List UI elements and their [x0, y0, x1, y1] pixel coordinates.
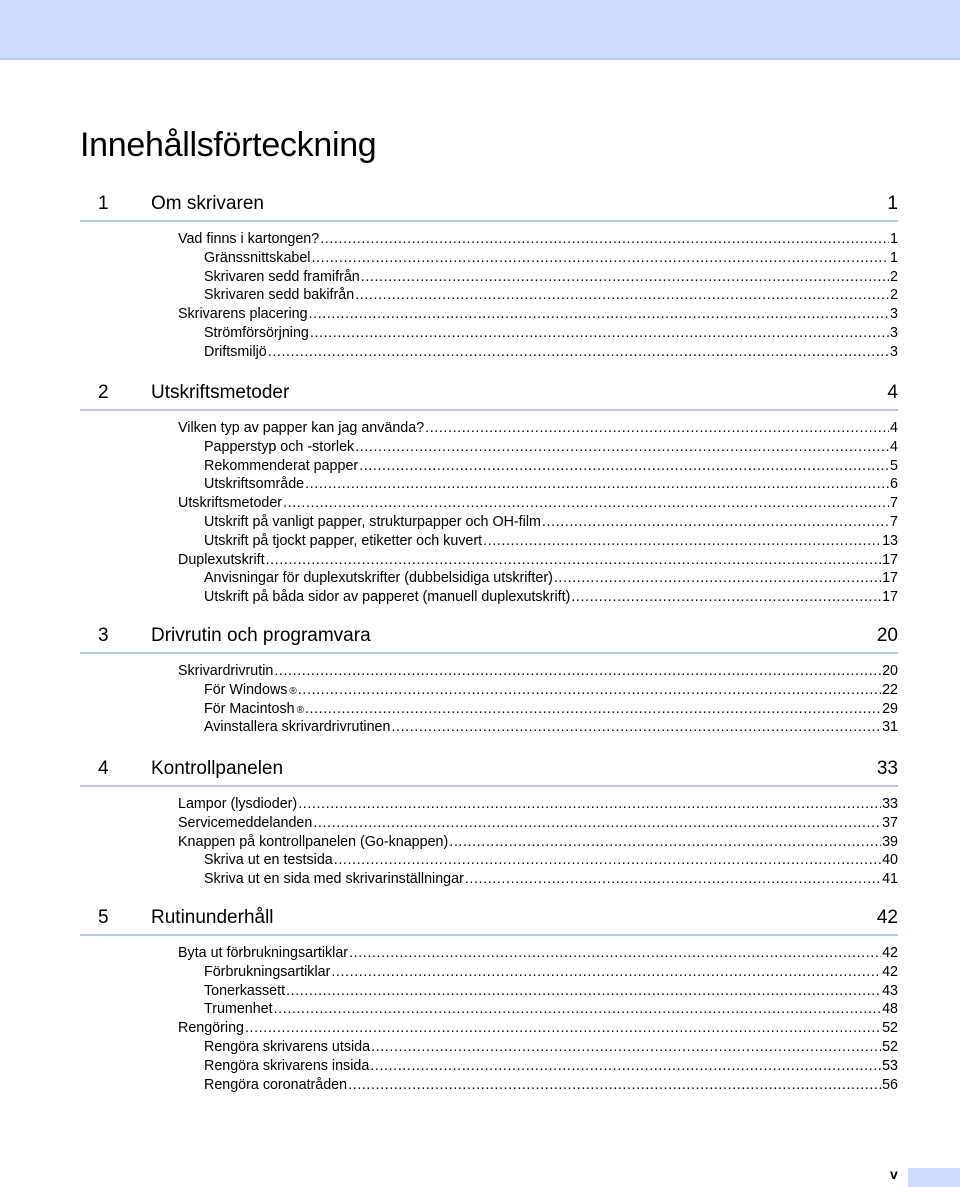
chapter-number: 4: [98, 758, 109, 779]
chapter-number: 2: [98, 382, 109, 403]
entry-label: Trumenhet: [204, 1001, 273, 1018]
dot-leader: [370, 1057, 881, 1076]
toc-subsection[interactable]: [204, 1000, 898, 1019]
entry-label: Utskrift på båda sidor av papperet (manuell duplexutskrift): [204, 589, 571, 606]
entry-page: 33: [882, 796, 898, 812]
entry-label: Utskrift på vanligt papper, strukturpapper och OH-film: [204, 514, 541, 530]
entry-label: Skrivaren sedd framifrån: [204, 268, 360, 285]
entry-page: 3: [890, 343, 898, 360]
dot-leader: [274, 662, 881, 681]
toc-section[interactable]: [178, 662, 898, 681]
toc-subsection[interactable]: [204, 1057, 898, 1076]
entry-page: 41: [882, 871, 898, 888]
toc-subsection[interactable]: [204, 268, 898, 287]
entry-label: Anvisningar för duplexutskrifter (dubbelsidiga utskrifter): [204, 570, 553, 587]
dot-leader: [355, 438, 889, 457]
dot-leader: [391, 718, 881, 737]
chapter-page: 20: [876, 625, 898, 646]
entry-page: 2: [890, 268, 898, 285]
dot-leader: [349, 944, 881, 963]
dot-leader: [449, 833, 881, 852]
entry-page: 20: [882, 663, 898, 679]
chapter-page: 33: [876, 758, 898, 779]
entry-page: 2: [890, 287, 898, 304]
entry-label: Utskriftsmetoder: [178, 495, 283, 512]
entry-label: Skrivarens placering: [178, 306, 308, 323]
entry-page: 43: [882, 982, 898, 999]
chapter-title: Om skrivaren: [151, 193, 264, 214]
chapter-page: 4: [887, 382, 898, 403]
entry-label: Utskriftsområde: [204, 476, 305, 493]
entry-page: 29: [882, 700, 898, 717]
entry-label: Lampor (lysdioder): [178, 796, 298, 812]
entry-label: Skriva ut en testsida: [204, 852, 333, 869]
entry-page: 17: [882, 589, 898, 606]
entry-label: Vad finns i kartongen?: [178, 231, 320, 247]
registered-mark: ®: [296, 704, 304, 716]
toc-section[interactable]: [178, 1019, 898, 1038]
toc-subsection[interactable]: [204, 700, 898, 719]
entry-page: 3: [890, 325, 898, 341]
chapter-number: 5: [98, 907, 109, 928]
toc-subsection[interactable]: [204, 718, 898, 737]
toc-subsection[interactable]: [204, 588, 898, 607]
dot-leader: [309, 305, 890, 324]
toc-section[interactable]: [178, 795, 898, 814]
entry-label: Driftsmiljö: [204, 343, 267, 360]
toc-section[interactable]: [178, 419, 898, 438]
chapter-title: Drivrutin och programvara: [151, 625, 371, 646]
chapter-page: 1: [887, 193, 898, 214]
chapter-title: Rutinunderhåll: [151, 907, 274, 928]
toc-subsection[interactable]: [204, 343, 898, 362]
dot-leader: [554, 569, 881, 588]
dot-leader: [283, 494, 889, 513]
entry-page: 17: [882, 551, 898, 568]
entry-label: Skrivaren sedd bakifrån: [204, 287, 355, 304]
entry-label: Rengöring: [178, 1020, 244, 1037]
toc-section[interactable]: [178, 230, 898, 249]
dot-leader: [483, 532, 881, 551]
toc-section[interactable]: [178, 494, 898, 513]
entry-page: 6: [890, 476, 898, 493]
toc-subsection[interactable]: [204, 569, 898, 588]
toc-subsection[interactable]: [204, 963, 898, 982]
dot-leader: [320, 230, 889, 249]
entry-label: Utskrift på tjockt papper, etiketter och kuvert: [204, 532, 483, 549]
entry-label: Rengöra skrivarens insida: [204, 1057, 370, 1074]
dot-leader: [311, 249, 889, 268]
entry-label: Knappen på kontrollpanelen (Go-knappen): [178, 833, 449, 850]
entry-page: 1: [890, 231, 898, 247]
entry-label: Vilken typ av papper kan jag använda?: [178, 420, 425, 436]
entry-label: Förbrukningsartiklar: [204, 963, 331, 980]
entry-page: 53: [882, 1057, 898, 1074]
toc-subsection[interactable]: [204, 324, 898, 343]
toc-subsection[interactable]: [204, 249, 898, 268]
dot-leader: [245, 1019, 881, 1038]
entry-page: 17: [882, 570, 898, 587]
entry-label: För Windows: [204, 681, 288, 698]
dot-leader: [334, 851, 881, 870]
entry-label: Skrivardrivrutin: [178, 663, 274, 679]
dot-leader: [298, 795, 881, 814]
dot-leader: [274, 1000, 881, 1019]
toc-section[interactable]: [178, 551, 898, 570]
toc-subsection[interactable]: [204, 851, 898, 870]
entry-label: Rekommenderat papper: [204, 457, 359, 474]
entry-label: Papperstyp och -storlek: [204, 438, 355, 455]
entry-page: 3: [890, 306, 898, 323]
entry-page: 52: [882, 1020, 898, 1037]
entry-page: 1: [890, 249, 898, 266]
toc-subsection[interactable]: [204, 438, 898, 457]
toc-subsection[interactable]: [204, 457, 898, 476]
entry-label: Rengöra coronatråden: [204, 1076, 348, 1093]
toc-chapter[interactable]: [80, 379, 898, 411]
toc-section[interactable]: [178, 944, 898, 963]
toc-chapter[interactable]: [80, 904, 898, 936]
footer-band: [908, 1168, 960, 1187]
toc-subsection[interactable]: [204, 286, 898, 305]
entry-page: 7: [890, 514, 898, 530]
dot-leader: [298, 681, 881, 700]
entry-page: 42: [882, 945, 898, 961]
chapter-number: 3: [98, 625, 109, 646]
toc-subsection[interactable]: [204, 513, 898, 532]
dot-leader: [331, 963, 881, 982]
entry-page: 4: [890, 420, 898, 436]
toc-section[interactable]: [178, 305, 898, 324]
dot-leader: [371, 1038, 881, 1057]
entry-label: Avinstallera skrivardrivrutinen: [204, 719, 391, 736]
entry-page: 31: [882, 719, 898, 736]
dot-leader: [465, 870, 881, 889]
toc-chapter[interactable]: [80, 190, 898, 222]
dot-leader: [310, 324, 889, 343]
toc-section[interactable]: [178, 814, 898, 833]
entry-label: Servicemeddelanden: [178, 814, 313, 831]
entry-page: 5: [890, 457, 898, 474]
entry-page: 7: [890, 495, 898, 512]
entry-page: 37: [882, 814, 898, 831]
entry-label: Rengöra skrivarens utsida: [204, 1039, 371, 1055]
dot-leader: [542, 513, 889, 532]
entry-label: Gränssnittskabel: [204, 249, 311, 266]
dot-leader: [286, 982, 881, 1001]
dot-leader: [305, 475, 889, 494]
dot-leader: [361, 268, 889, 287]
page-title: Innehållsförteckning: [80, 126, 377, 164]
chapter-title: Kontrollpanelen: [151, 758, 284, 779]
toc-subsection[interactable]: [204, 982, 898, 1001]
toc-subsection[interactable]: [204, 475, 898, 494]
dot-leader: [359, 457, 889, 476]
dot-leader: [313, 814, 881, 833]
toc-section[interactable]: [178, 833, 898, 852]
dot-leader: [305, 700, 881, 719]
entry-page: 52: [882, 1039, 898, 1055]
entry-label: Tonerkassett: [204, 982, 286, 999]
entry-page: 48: [882, 1001, 898, 1018]
entry-page: 56: [882, 1076, 898, 1093]
entry-page: 40: [882, 852, 898, 869]
entry-label: Duplexutskrift: [178, 551, 265, 568]
toc-chapter[interactable]: [80, 622, 898, 654]
dot-leader: [571, 588, 881, 607]
entry-page: 39: [882, 833, 898, 850]
entry-label: Skriva ut en sida med skrivarinställningar: [204, 871, 464, 888]
chapter-number: 1: [98, 193, 109, 214]
page-number: v: [890, 1166, 898, 1182]
toc-subsection[interactable]: [204, 681, 898, 700]
entry-label: För Macintosh: [204, 700, 295, 717]
entry-page: 4: [890, 438, 898, 455]
entry-page: 13: [882, 532, 898, 549]
entry-label: Byta ut förbrukningsartiklar: [178, 945, 349, 961]
entry-label: Strömförsörjning: [204, 325, 309, 341]
chapter-page: 42: [876, 907, 898, 928]
chapter-title: Utskriftsmetoder: [151, 382, 290, 403]
entry-page: 22: [882, 681, 898, 698]
registered-mark: ®: [289, 685, 297, 697]
toc-subsection[interactable]: [204, 870, 898, 889]
toc-subsection[interactable]: [204, 1038, 898, 1057]
dot-leader: [425, 419, 889, 438]
entry-page: 42: [882, 963, 898, 980]
dot-leader: [268, 343, 889, 362]
dot-leader: [348, 1076, 881, 1095]
toc-chapter[interactable]: [80, 755, 898, 787]
toc-subsection[interactable]: [204, 532, 898, 551]
dot-leader: [266, 551, 881, 570]
toc-subsection[interactable]: [204, 1076, 898, 1095]
dot-leader: [355, 286, 889, 305]
